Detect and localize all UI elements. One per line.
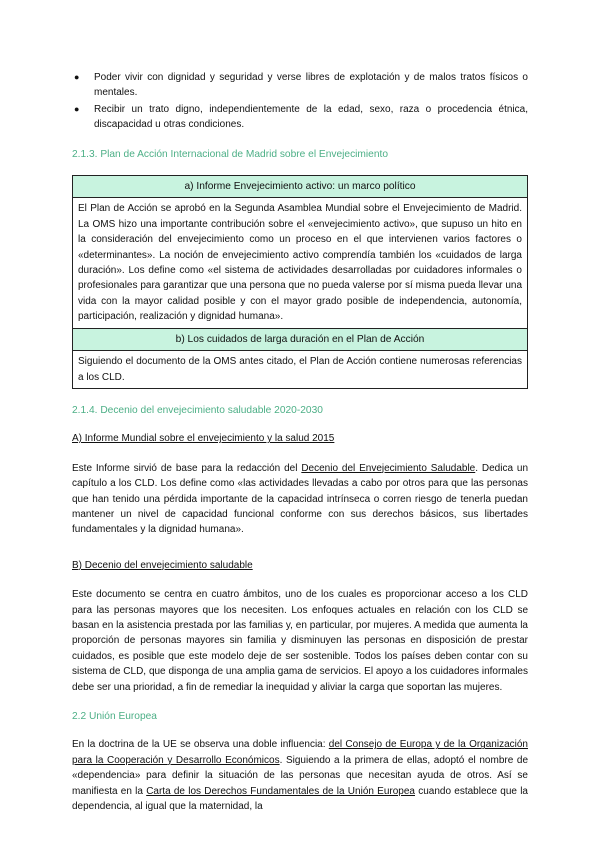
- bullet-list: [72, 70, 528, 133]
- table-body-a: El Plan de Acción se aprobó en la Segunda Asamblea Mundial sobre el Envejecimiento de Madrid. La OMS hizo una importante contribución sobre el «envejecimiento activo», que supuso un hito en la consideración del envejecimiento como un proceso en el que intervienen varios factores o «determinantes». La noción de envejecimiento activo comprendía también los «cuidados de larga duración». Los define como «el sistema de actividades desarrolladas por cuidadores informales o profesionales para garantizar que una persona que no pueda valerse por sí misma pueda llevar una vida con la mayor calidad posible y con el mayor grado posible de independencia, autonomía, participación, realización y dignidad humana».: [78, 203, 522, 323]
- table-body-b: Siguiendo el documento de la OMS antes citado, el Plan de Acción contiene numerosas referencias a los CLD.: [78, 356, 522, 383]
- section-ue-paragraph: [72, 737, 528, 814]
- decenio-link[interactable]: Decenio del Envejecimiento Saludable: [301, 462, 476, 474]
- ue-text-2: . Siguiendo a la primera de ellas, adoptó el nombre de «dependencia» para definir la situación de las personas que necesitan ayuda de otros. Así se manifiesta en la: [72, 754, 529, 797]
- carta-derechos-link[interactable]: Carta de los Derechos Fundamentales de la Unión Europea: [146, 785, 415, 797]
- policy-table: [72, 175, 528, 389]
- section-b-paragraph: Este documento se centra en cuatro ámbitos, uno de los cuales es proporcionar acceso a los CLD para las personas mayores que los necesiten. Los enfoques actuales en relación con los CLD se basan en la asistencia prestada por las familias y, en particular, por mujeres. A medida que aumenta la proporción de personas mayores sin familia y disminuyen las personas en disposición de prestar cuidados, es posible que este modelo deje de ser sostenible. Todos los países deben contar con su sistema de CLD, que disponga de una amplia gama de servicios. El apoyo a los cuidadores informales debe ser una prioridad, a fin de remediar la inequidad y aliviar la carga que soportan las mujeres.: [72, 589, 528, 693]
- heading-2-1-4: 2.1.4. Decenio del envejecimiento saludable 2020-2030: [72, 404, 323, 416]
- bullet-icon: ●: [74, 72, 80, 82]
- section-a-text-after: . Dedica un capítulo a los CLD. Los define como «las actividades llevadas a cabo por otros para que las personas que han tenido una pérdida importante de la capacidad intrínseca o corren riesgo de tenerla puedan mantener un nivel de capacidad funcional conforme con sus derechos básicos, sus libertades fundamentales y la dignidad humana».: [72, 462, 529, 536]
- ue-text-3: cuando establece que la dependencia, al igual que la maternidad, la: [72, 785, 528, 813]
- section-a-paragraph: [72, 461, 528, 538]
- section-a-text-before: Este Informe sirvió de base para la redacción del: [72, 462, 302, 474]
- table-header-b: b) Los cuidados de larga duración en el Plan de Acción: [73, 328, 527, 351]
- ue-text-1: En la doctrina de la UE se observa una doble influencia:: [72, 739, 329, 751]
- section-a-title: A) Informe Mundial sobre el envejecimiento y la salud 2015: [72, 433, 335, 445]
- heading-2-1-3: 2.1.3. Plan de Acción Internacional de Madrid sobre el Envejecimiento: [72, 148, 389, 160]
- consejo-ocde-link[interactable]: del Consejo de Europa y de la Organización para la Cooperación y Desarrollo Económicos: [72, 739, 528, 766]
- document-page: [72, 70, 528, 814]
- table-header-a: a) Informe Envejecimiento activo: un marco político: [73, 176, 527, 198]
- list-item: [72, 70, 528, 101]
- heading-2-2: 2.2 Unión Europea: [72, 711, 157, 722]
- bullet-text: Recibir un trato digno, independientemente de la edad, sexo, raza o procedencia étnica, discapacidad u otras condiciones.: [94, 103, 528, 131]
- section-b-title: B) Decenio del envejecimiento saludable: [72, 559, 253, 571]
- bullet-icon: ●: [74, 103, 80, 114]
- bullet-text: Poder vivir con dignidad y seguridad y verse libres de explotación y de malos tratos físicos o mentales.: [94, 72, 528, 99]
- list-item: [72, 102, 528, 133]
